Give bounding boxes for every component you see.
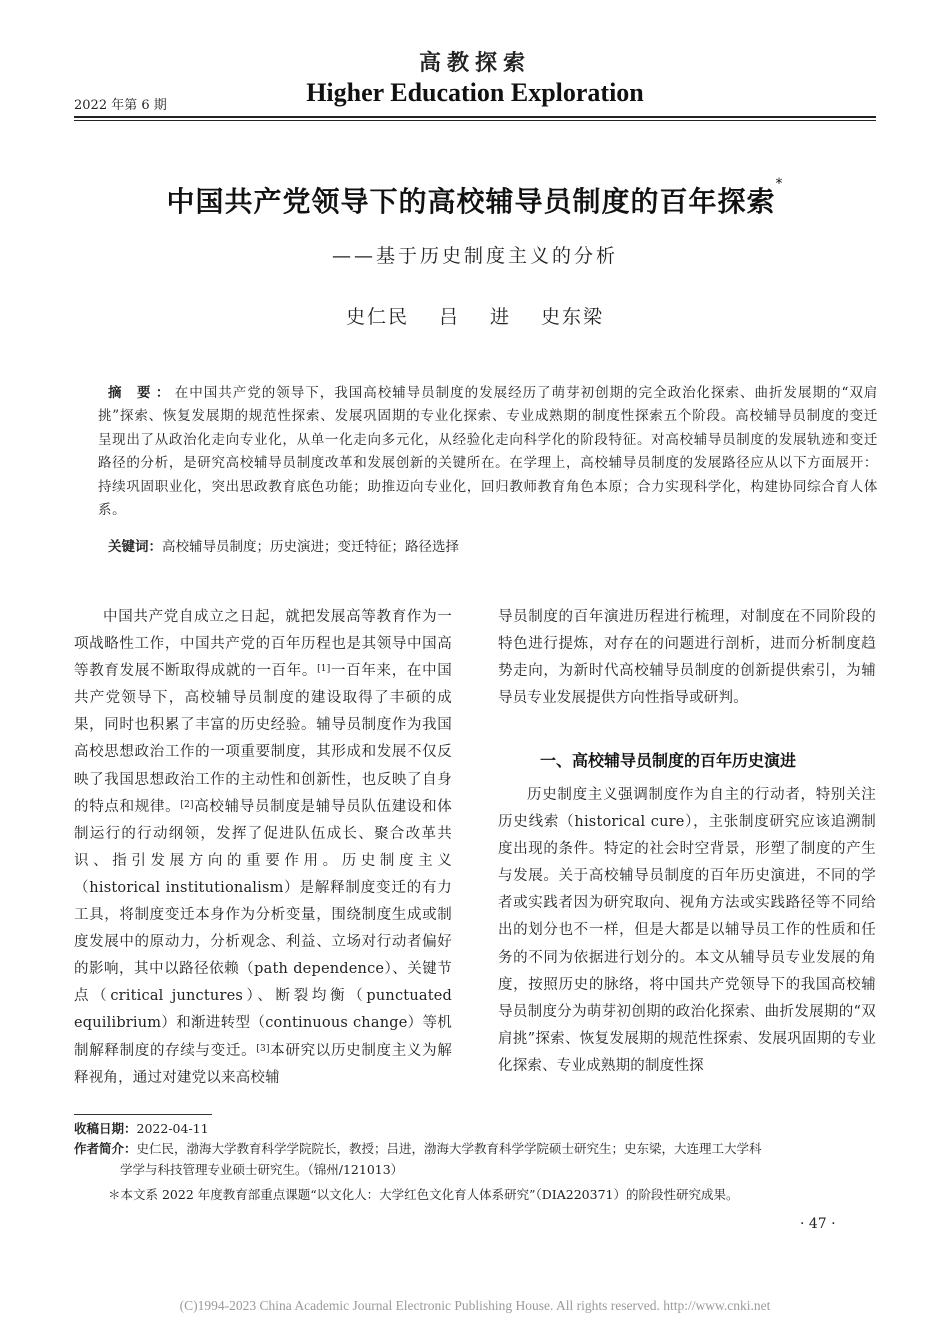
author-bio-line2: 学学与科技管理专业硕士研究生。（锦州/121013） — [120, 1162, 404, 1177]
keywords-text: 高校辅导员制度；历史演进；变迁特征；路径选择 — [162, 539, 459, 555]
reference-marker[interactable]: [1] — [317, 664, 331, 675]
footnote-received — [74, 1118, 878, 1139]
body-text: 一百年来，在中国共产党领导下，高校辅导员制度的建设取得了丰硕的成果，同时也积累了丰富的历史经验。辅导员制度作为我国高校思想政治工作的一项重要制度，其形成和发展不仅反映了我国思想政治工作的主动性和创新性，也反映了自身的特点和规律。 — [74, 663, 452, 815]
body-text: 高校辅导员制度是辅导员队伍建设和体制运行的行动纲领，发挥了促进队伍成长、聚合改革共识、指引发展方向的重要作用。历史制度主义（historical institutionalism）是解释制度变迁的有力工具，将制度变迁本身作为分析变量，围绕制度生成或制度发展中的原动力，分析观念、利益、立场对行动者偏好的影响，其中以路径依赖（path dependence）、关键节点（critical junctures）、断裂均衡（punctuated equilibrium）和渐进转型（continuous change）等机制解释制度的存续与变迁。 — [74, 798, 452, 1059]
abstract — [98, 382, 878, 522]
body-paragraph-continued: 导员制度的百年演进历程进行梳理，对制度在不同阶段的特色进行提炼，对存在的问题进行剖析，进而分析制度趋势走向，为新时代高校辅导员制度的创新提供索引，为辅导员专业发展提供方向性指导或研判。 — [498, 609, 876, 707]
header-rule — [74, 116, 876, 118]
body-right-column — [498, 604, 876, 712]
header-rule-thin — [74, 120, 876, 121]
article-authors: 史仁民 吕 进 史东梁 — [345, 306, 605, 328]
keywords-label: 关键词： — [108, 539, 162, 555]
footnote-rule — [74, 1114, 212, 1115]
body-right-column-section — [498, 782, 876, 1080]
title-footnote-mark: * — [775, 176, 784, 192]
copyright-watermark: (C)1994-2023 China Academic Journal Electronic Publishing House. All rights reserved. http://www.cnki.net — [179, 1298, 771, 1313]
abstract-text: 在中国共产党的领导下，我国高校辅导员制度的发展经历了萌芽初创期的完全政治化探索、曲折发展期的“双肩挑”探索、恢复发展期的规范性探索、发展巩固期的专业化探索、专业成熟期的制度性探索五个阶段。高校辅导员制度的变迁呈现出了从政治化走向专业化，从单一化走向多元化，从经验化走向科学化的阶段特征。对高校辅导员制度的发展轨迹和变迁路径的分析，是研究高校辅导员制度改革和发展创新的关键所在。在学理上，高校辅导员制度的发展路径应从以下方面展开：持续巩固职业化，突出思政教育底色功能；助推迈向专业化，回归教师教育角色本原；合力实现科学化，构建协同综合育人体系。 — [98, 385, 878, 519]
body-paragraph: 历史制度主义强调制度作为自主的行动者，特别关注历史线索（historical cure），主张制度研究应该追溯制度出现的条件。特定的社会时空背景，形塑了制度的产生与发展。关于高校辅导员制度的百年历史演进，不同的学者或实践者因为研究取向、视角方法或实践路径等不同给出的划分也不一样，但是大都是以辅导员工作的性质和任务的不同为依据进行划分的。本文从辅导员专业发展的角度，按照历史的脉络，将中国共产党领导下的我国高校辅导员制度分为萌芽初创期的政治化探索、曲折发展期的“双肩挑”探索、恢复发展期的规范性探索、发展巩固期的专业化探索、专业成熟期的制度性探 — [498, 787, 876, 1074]
body-text: 中国共产党自成立之日起，就把发展高等教育作为一项战略性工作，中国共产党的百年历程也是其领导中国高等教育发展不断取得成就的一百年。 — [74, 609, 452, 680]
author-bio-label: 作者简介： — [74, 1141, 137, 1156]
journal-title-en: Higher Education Exploration — [306, 78, 644, 107]
abstract-label: 摘 要： — [108, 385, 175, 401]
page-number: · 47 · — [800, 1216, 836, 1232]
body-text: 本研究以历史制度主义为解释视角，通过对建党以来高校辅 — [74, 1042, 453, 1086]
footnote-authors — [74, 1138, 878, 1180]
body-left-column — [74, 604, 452, 1092]
section-heading: 一、高校辅导员制度的百年历史演进 — [540, 751, 797, 770]
keywords — [98, 536, 878, 558]
author-bio-line1: 史仁民，渤海大学教育科学学院院长，教授；吕进，渤海大学教育科学学院硕士研究生；史东梁，大连理工大学科 — [136, 1141, 762, 1156]
footnote-funding: ＊本文系 2022 年度教育部重点课题“以文化人：大学红色文化育人体系研究”（DIA220371）的阶段性研究成果。 — [108, 1187, 739, 1202]
received-label: 收稿日期： — [74, 1121, 137, 1136]
received-date: 2022-04-11 — [136, 1121, 209, 1136]
reference-marker[interactable]: [3] — [256, 1043, 270, 1054]
article-title — [0, 176, 950, 220]
reference-marker[interactable]: [2] — [180, 799, 194, 810]
body-paragraph — [74, 604, 452, 1092]
article-title-text: 中国共产党领导下的高校辅导员制度的百年探索 — [166, 185, 776, 218]
article-subtitle: ——基于历史制度主义的分析 — [331, 245, 618, 267]
journal-title-cn: 高教探索 — [418, 51, 531, 76]
issue-label: 2022 年第 6 期 — [74, 98, 167, 113]
